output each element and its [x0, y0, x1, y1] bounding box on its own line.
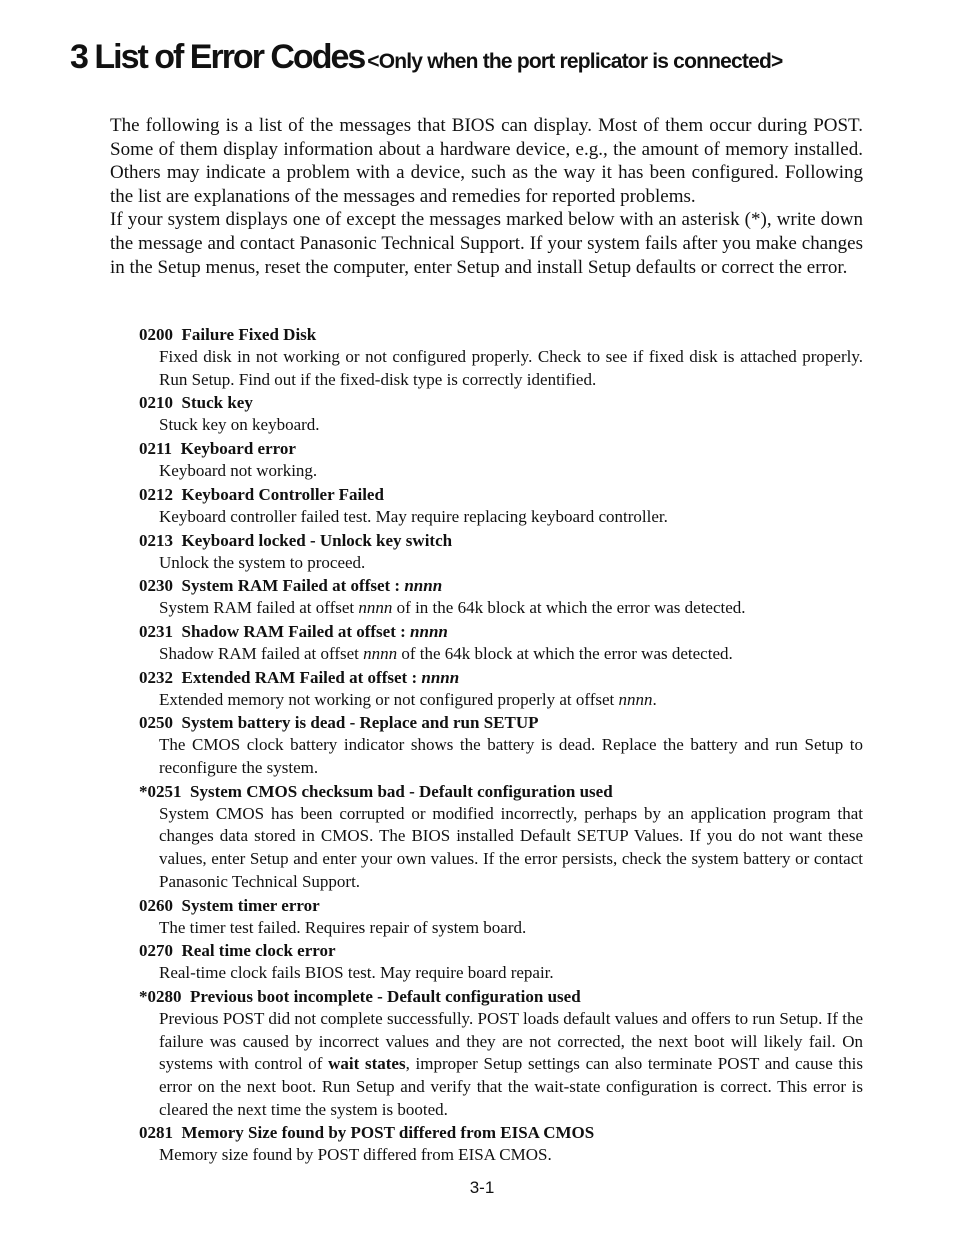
- error-code-heading: [139, 894, 863, 917]
- error-code-heading: [139, 620, 863, 643]
- error-code-heading: [139, 1121, 863, 1144]
- error-code-number: *0280: [139, 986, 182, 1006]
- error-code-description: [159, 643, 863, 666]
- error-code-heading: [139, 666, 863, 689]
- error-code-description: [159, 689, 863, 712]
- error-code-description: Keyboard not working.: [159, 461, 318, 481]
- error-code-description: Stuck key on keyboard.: [159, 415, 320, 435]
- error-code-heading: [139, 780, 863, 803]
- error-code-description: The timer test failed. Requires repair of system board.: [159, 917, 527, 937]
- offset-variable: nnnn: [421, 667, 460, 687]
- error-code-title: Stuck key: [181, 393, 253, 413]
- error-code-number: 0213: [139, 530, 173, 550]
- wait-states-term: wait states: [328, 1054, 406, 1074]
- error-code-description: Real-time clock fails BIOS test. May require board repair.: [159, 963, 554, 983]
- error-code-number: 0211: [139, 439, 173, 459]
- error-code-number: 0200: [139, 325, 173, 344]
- error-code-number: 0260: [139, 895, 173, 915]
- intro-text: [110, 114, 863, 279]
- error-code-description: Fixed disk in not working or not configured properly. Check to see if fixed disk is attached properly. Run Setup. Find out if the fixed-disk type is correctly identified.: [159, 347, 863, 389]
- error-code-entry: [139, 483, 863, 529]
- error-code-description: The CMOS clock battery indicator shows the battery is dead. Replace the battery and run Setup to reconfigure the system.: [159, 735, 863, 778]
- page-title: [70, 38, 782, 77]
- offset-variable: nnnn: [618, 689, 653, 709]
- error-code-entry: [139, 666, 863, 712]
- description-text: .: [652, 689, 657, 709]
- section-title: 3 List of Error Codes: [70, 38, 365, 76]
- description-text: Previous POST did not complete successfully. POST loads default values and offers to run Setup. If the failure was caused by incorrect values and they are not corrected, the next boot will likely fail. On systems with control of: [159, 1008, 863, 1074]
- error-code-heading: [139, 711, 863, 734]
- error-code-entry: [139, 894, 863, 940]
- error-code-heading: [139, 483, 863, 506]
- page-number: 3-1: [469, 1178, 495, 1197]
- description-text: of in the 64k block at which the error was detected.: [396, 598, 746, 618]
- error-code-title: Keyboard error: [180, 439, 296, 459]
- description-text: , improper Setup settings can also terminate POST and cause this error on the next boot. Run Setup and verify that the wait-state configuration is correct. This error is cleared the next time the system is booted.: [159, 1054, 863, 1119]
- error-code-entry: [139, 1121, 863, 1167]
- intro-paragraph-1: The following is a list of the messages that BIOS can display. Most of them occur during POST. Some of them display information about a hardware device, e.g., the amount of memory installed. Others may indicate a problem with a device, such as the way it has been configured. Following the list are explanations of the messages and remedies for reported problems.: [110, 115, 863, 207]
- description-text: Shadow RAM failed at offset: [159, 643, 359, 663]
- error-code-entry: [139, 323, 863, 391]
- error-code-entry: [139, 711, 863, 779]
- error-code-number: 0212: [139, 484, 173, 504]
- error-code-description: Unlock the system to proceed.: [159, 552, 366, 572]
- offset-variable: nnnn: [363, 643, 398, 663]
- error-code-description: [159, 1008, 863, 1122]
- error-code-description: Keyboard controller failed test. May require replacing keyboard controller.: [159, 506, 668, 526]
- offset-variable: nnnn: [358, 598, 393, 618]
- error-code-heading: [139, 985, 863, 1008]
- error-code-entry: [139, 574, 863, 620]
- error-code-heading: [139, 323, 863, 346]
- error-code-number: 0232: [139, 667, 173, 687]
- error-code-title: System CMOS checksum bad - Default configuration used: [190, 781, 613, 801]
- error-code-title: Shadow RAM Failed at offset :: [181, 621, 406, 641]
- error-code-heading: [139, 574, 863, 597]
- error-code-title: Real time clock error: [181, 941, 336, 961]
- error-code-list: [139, 323, 863, 1167]
- error-code-title: Memory Size found by POST differed from EISA CMOS: [181, 1123, 595, 1143]
- error-code-description: Memory size found by POST differed from EISA CMOS.: [159, 1145, 552, 1165]
- description-text: System RAM failed at offset: [159, 598, 355, 618]
- error-code-title: Keyboard Controller Failed: [181, 484, 384, 504]
- error-code-number: 0270: [139, 941, 173, 961]
- error-code-entry: [139, 939, 863, 985]
- error-code-title: System timer error: [181, 895, 320, 915]
- error-code-number: 0231: [139, 621, 173, 641]
- error-code-description: [159, 597, 863, 620]
- section-subtitle: <Only when the port replicator is connected>: [367, 50, 783, 73]
- error-code-title: Previous boot incomplete - Default configuration used: [190, 986, 581, 1006]
- error-code-number: 0210: [139, 393, 173, 413]
- error-code-heading: [139, 529, 863, 552]
- error-code-title: System RAM Failed at offset :: [181, 576, 401, 596]
- error-code-entry: [139, 391, 863, 437]
- error-code-heading: [139, 939, 863, 962]
- error-code-entry: [139, 620, 863, 666]
- error-code-entry: [139, 985, 863, 1122]
- error-code-heading: [139, 437, 863, 460]
- error-code-title: Keyboard locked - Unlock key switch: [181, 530, 453, 550]
- error-code-number: *0251: [139, 781, 182, 801]
- description-text: Extended memory not working or not configured properly at offset: [159, 689, 615, 709]
- error-code-number: 0281: [139, 1123, 173, 1143]
- error-code-title: System battery is dead - Replace and run SETUP: [181, 713, 539, 733]
- description-text: of the 64k block at which the error was detected.: [401, 643, 733, 663]
- error-code-entry: [139, 437, 863, 483]
- error-code-entry: [139, 780, 863, 894]
- error-code-entry: [139, 529, 863, 575]
- error-code-title: Failure Fixed Disk: [181, 325, 317, 344]
- error-code-heading: [139, 391, 863, 414]
- error-code-number: 0250: [139, 713, 173, 733]
- intro-paragraph-2: If your system displays one of except the messages marked below with an asterisk (*), write down the message and contact Panasonic Technical Support. If your system fails after you make changes in the Setup menus, reset the computer, enter Setup and install Setup defaults or correct the error.: [110, 209, 863, 278]
- offset-variable: nnnn: [410, 621, 448, 641]
- error-code-description: System CMOS has been corrupted or modified incorrectly, perhaps by an application program that changes data stored in CMOS. The BIOS installed Default SETUP Values. If you do not want these values, enter Setup and enter your own values. If the error persists, check the system battery or contact Panasonic Technical Support.: [159, 803, 863, 891]
- offset-variable: nnnn: [404, 576, 443, 596]
- error-code-number: 0230: [139, 576, 173, 596]
- error-code-title: Extended RAM Failed at offset :: [181, 667, 418, 687]
